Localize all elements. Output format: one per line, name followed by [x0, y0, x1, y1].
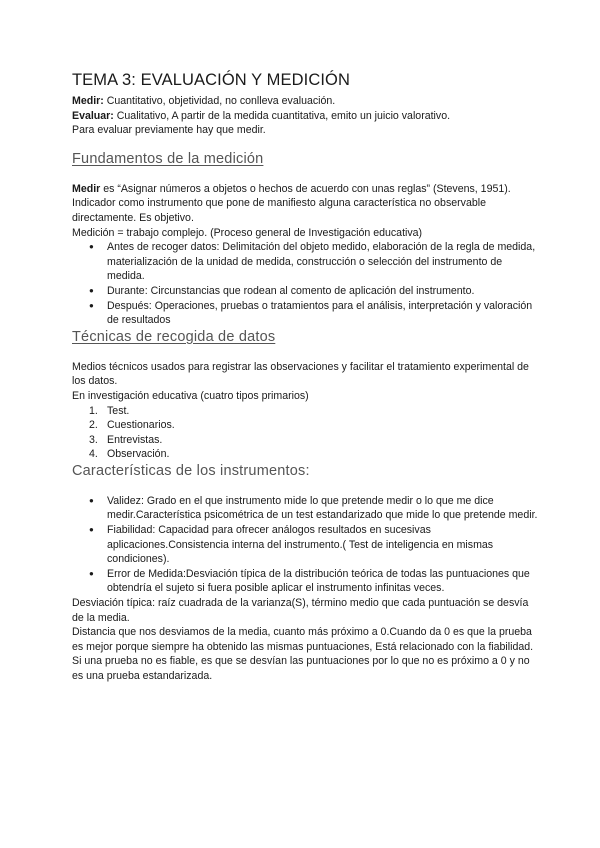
paragraph: Indicador como instrumento que pone de manifiesto alguna característica no observable directamente. Es objetivo. — [72, 197, 486, 224]
intro-text: Para evaluar previamente hay que medir. — [72, 124, 266, 137]
list-number: 4. — [89, 448, 98, 461]
intro-term: Evaluar: — [72, 109, 114, 122]
intro-line — [72, 123, 542, 138]
technique-list — [72, 404, 542, 462]
section-heading-tecnicas: Técnicas de recogida de datos — [72, 328, 276, 345]
characteristics-list — [72, 494, 542, 596]
intro-term: Medir: — [72, 95, 104, 107]
paragraph: Si una prueba no es fiable, es que se desvían las puntuaciones por lo que no es próximo a 0 y no es una prueba estandarizada. — [72, 655, 530, 682]
intro-text: Cualitativo, A partir de la medida cuantitativa, emito un juicio valorativo. — [113, 109, 451, 122]
paragraph: Distancia que nos desviamos de la media, cuanto más próximo a 0.Cuando da 0 es que la prueba es mejor porque siempre ha obtenido las mismas puntuaciones, Está relacionado con la fiabilidad. — [72, 626, 534, 653]
list-text: Entrevistas. — [107, 433, 163, 446]
intro-line — [72, 109, 542, 124]
intro-line — [72, 94, 542, 109]
list-item: ● Error de Medida:Desviación típica de la distribución teórica de todas las puntuaciones que obtendría el sujeto si fuera posible aplicar el instrumento infinitas veces. — [72, 567, 542, 596]
list-text: Cuestionarios. — [107, 419, 175, 432]
page-title: TEMA 3: EVALUACIÓN Y MEDICIÓN — [72, 71, 350, 89]
paragraph: Medición = trabajo complejo. (Proceso general de Investigación educativa) — [72, 226, 423, 239]
definition-text: es “Asignar números a objetos o hechos de acuerdo con unas reglas” (Stevens, 1951). — [100, 182, 511, 195]
section-heading-fundamentos: Fundamentos de la medición — [72, 150, 264, 167]
list-item: ● Validez: Grado en el que instrumento mide lo que pretende medir o lo que me dice medir.Característica psicométrica de un test estandarizado que mide lo que pretende medir. — [72, 494, 542, 523]
list-item — [72, 433, 542, 448]
definition-paragraph — [72, 182, 542, 197]
section-heading-caracteristicas: Características de los instrumentos: — [72, 462, 310, 479]
list-text: Test. — [107, 404, 130, 417]
list-number: 2. — [89, 419, 98, 432]
list-item — [72, 404, 542, 419]
paragraph: En investigación educativa (cuatro tipos primarios) — [72, 389, 309, 402]
list-item: ● Fiabilidad: Capacidad para ofrecer análogos resultados en sucesivas aplicaciones.Consistencia interna del instrumento.( Test de inteligencia en mismas condiciones). — [72, 523, 542, 567]
list-number: 3. — [89, 433, 98, 446]
document-page — [72, 70, 542, 684]
list-item: ● Después: Operaciones, pruebas o tratamientos para el análisis, interpretación y valoración de resultados — [72, 299, 542, 328]
list-item: ● Antes de recoger datos: Delimitación del objeto medido, elaboración de la regla de medida, materialización de la unidad de medida, construcción o selección del instrumento de medida. — [72, 240, 542, 284]
intro-text: Cuantitativo, objetividad, no conlleva evaluación. — [103, 95, 336, 107]
paragraph: Medios técnicos usados para registrar las observaciones y facilitar el tratamiento experimental de los datos. — [72, 360, 529, 388]
paragraph: Desviación típica: raíz cuadrada de la varianza(S), término medio que cada puntuación se desvía de la media. — [72, 597, 529, 624]
definition-term: Medir — [72, 182, 101, 195]
list-item: ● Durante: Circunstancias que rodean al comento de aplicación del instrumento. — [72, 284, 542, 299]
phase-list — [72, 240, 542, 328]
list-item — [72, 418, 542, 433]
list-text: Observación. — [107, 448, 170, 461]
list-item — [72, 447, 542, 462]
list-number: 1. — [89, 404, 98, 417]
